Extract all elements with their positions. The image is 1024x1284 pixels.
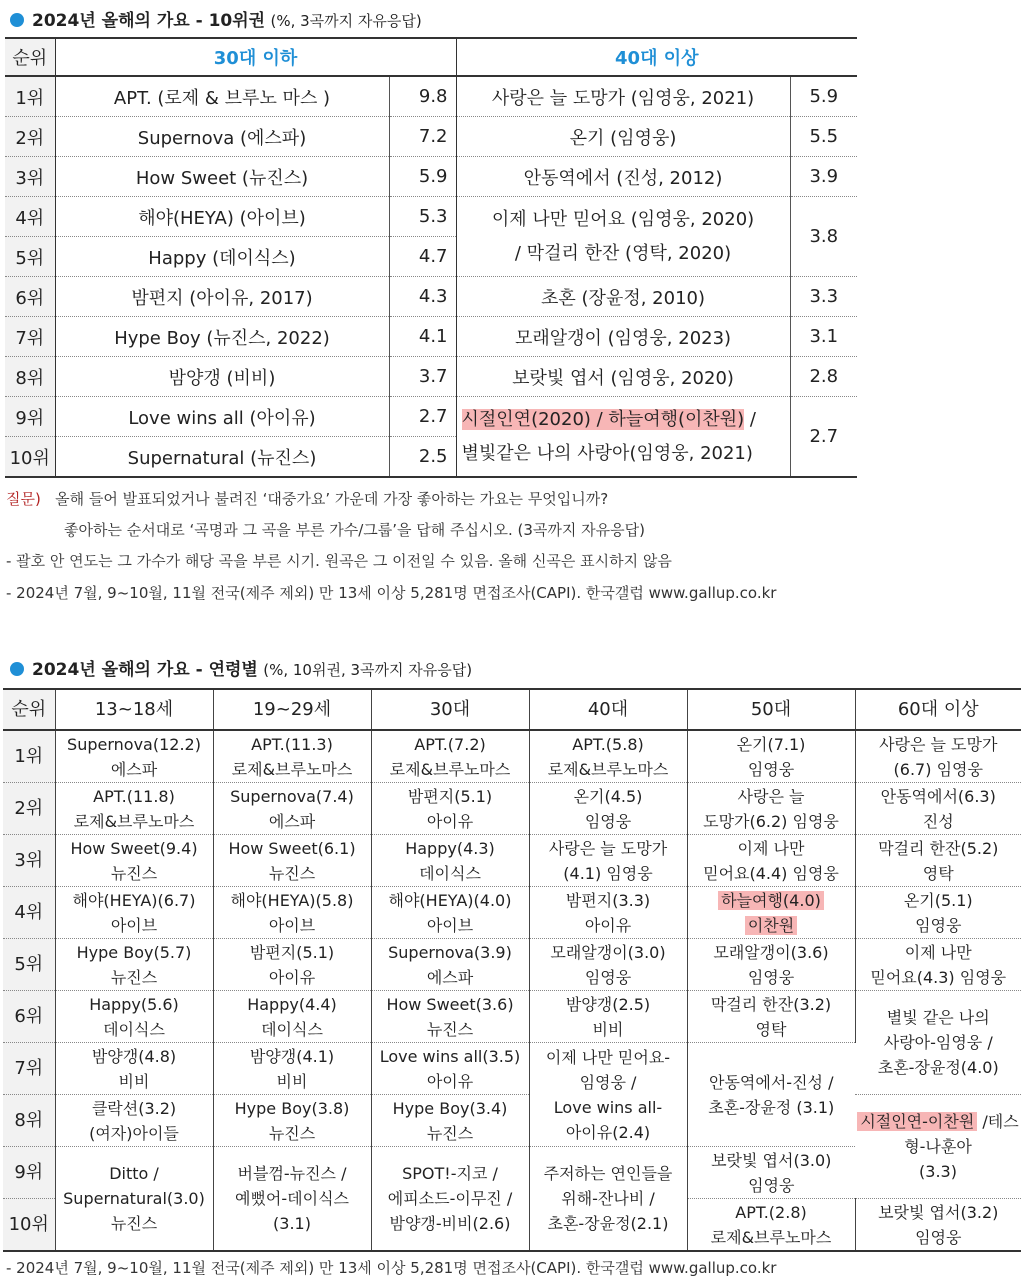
table-cell: [855, 835, 1021, 887]
cell-line: 임영웅: [915, 915, 962, 935]
question-line-1: 질문) 올해 들어 발표되었거나 불려진 ‘대중가요’ 가운데 가장 좋아하는 가요는 무엇입니까?: [6, 490, 609, 508]
value-cell: 2.7: [790, 397, 857, 478]
highlighted-song: 시절인연-이찬원: [857, 1112, 977, 1131]
merged-cell: [213, 1147, 371, 1252]
group-over40-header: 40대 이상: [456, 38, 857, 76]
cell-line: 사랑은 늘: [737, 786, 805, 806]
cell-line: 임영웅: [584, 967, 632, 987]
cell-line: 데이식스: [261, 1019, 323, 1039]
cell-line: 데이식스: [419, 863, 481, 883]
table-cell: [855, 730, 1021, 783]
song-cell: 밤편지 (아이유, 2017): [55, 277, 389, 317]
table-cell: [55, 887, 213, 939]
song-cell: Love wins all (아이유): [55, 397, 389, 437]
cell-line: 도망가(6.2) 임영웅: [703, 811, 839, 831]
bullet-dot-icon: [10, 13, 24, 27]
cell-line: 아이유: [426, 811, 474, 831]
cell-line: 이제 나만: [737, 838, 805, 858]
value-cell: 3.7: [389, 357, 456, 397]
table-cell: [213, 1043, 371, 1095]
cell-line: 안동역에서(6.3): [880, 786, 996, 806]
song-cell: Supernatural (뉴진스): [55, 437, 389, 478]
song-cell: [456, 197, 790, 277]
cell-line: Supernova(7.4): [230, 786, 354, 806]
cell-line: 뉴진스: [110, 1214, 158, 1233]
song-cell: [456, 317, 790, 357]
cell-line: Happy(4.4): [247, 994, 337, 1014]
song-cell: [456, 397, 790, 478]
age-header: 40대: [529, 689, 687, 730]
song-cell: 해야(HEYA) (아이브): [55, 197, 389, 237]
song-cell: Happy (데이식스): [55, 237, 389, 277]
cell-line: SPOT!-지코 /: [402, 1164, 498, 1183]
cell-line: How Sweet(9.4): [70, 838, 198, 858]
table-row: [3, 1095, 1021, 1147]
group-under30-header: 30대 이하: [55, 38, 456, 76]
table-row: [5, 317, 857, 357]
top10-table: [5, 37, 857, 478]
cell-line: 막걸리 한잔(5.2): [878, 838, 999, 858]
table-cell: [371, 783, 529, 835]
cell-line: 아이유: [426, 1071, 474, 1091]
table-cell: [855, 939, 1021, 991]
cell-line: 이찬원: [745, 916, 797, 935]
table-cell: [213, 1095, 371, 1147]
value-cell: 3.9: [790, 157, 857, 197]
cell-line: 사랑은 늘 도망가: [879, 734, 998, 754]
value-cell: 5.9: [389, 157, 456, 197]
song-line1: 모래알갱이 (임영웅, 2023): [514, 327, 732, 349]
table-cell: [687, 730, 855, 783]
cell-line: 아이유: [584, 915, 632, 935]
value-cell: 5.9: [790, 76, 857, 117]
cell-line: 밤양갱(4.8): [91, 1046, 177, 1066]
rank-cell: 9위: [5, 397, 55, 437]
value-cell: 5.5: [790, 117, 857, 157]
cell-line: 뉴진스: [110, 967, 158, 987]
table-row: [5, 197, 857, 237]
cell-line: 에피소드-이무진 /: [387, 1189, 513, 1208]
table-row: [3, 939, 1021, 991]
song-cell: [456, 117, 790, 157]
merged-cell: [529, 1043, 687, 1147]
song-cell: How Sweet (뉴진스): [55, 157, 389, 197]
cell-line: 비비: [118, 1071, 150, 1091]
table-cell: [371, 835, 529, 887]
song-cell: APT. (로제 & 브루노 마스 ): [55, 76, 389, 117]
cell-line: APT.(5.8): [572, 734, 644, 754]
cell-line: 뉴진스: [110, 863, 158, 883]
table-cell: [55, 730, 213, 783]
table-row: [5, 76, 857, 117]
value-cell: 5.3: [389, 197, 456, 237]
section1-title: 2024년 올해의 가요 - 10위권 (%, 3곡까지 자유응답): [10, 6, 422, 31]
cell-line: (6.7) 임영웅: [893, 759, 983, 779]
cell-line: 사랑은 늘 도망가: [548, 838, 668, 858]
cell-line: 에스파: [110, 759, 158, 779]
value-cell: 9.8: [389, 76, 456, 117]
table-row: [3, 991, 1021, 1043]
song-cell: [456, 357, 790, 397]
table-cell: [371, 1043, 529, 1095]
note-year: - 괄호 안 연도는 그 가수가 해당 곡을 부른 시기. 원곡은 그 이전일 수 있음. 올해 신곡은 표시하지 않음: [6, 552, 672, 570]
cell-line: 밤편지(5.1): [249, 942, 335, 962]
rank-cell: 8위: [3, 1095, 55, 1147]
table-cell: [55, 1095, 213, 1147]
table-cell: [213, 991, 371, 1043]
cell-line: 로제&브루노마스: [231, 759, 353, 779]
table-cell: [213, 939, 371, 991]
cell-line: Love wins all(3.5): [379, 1046, 521, 1066]
cell-line: 사랑아-임영웅 /: [883, 1033, 993, 1052]
cell-line: 밤양갱(4.1): [249, 1046, 335, 1066]
song-sep: /: [744, 408, 756, 430]
age-header: 19~29세: [213, 689, 371, 730]
rank-cell: 1위: [3, 730, 55, 783]
cell-line: 뉴진스: [268, 1123, 316, 1143]
merged-cell: [55, 1147, 213, 1252]
table-cell: [529, 939, 687, 991]
value-cell: 2.5: [389, 437, 456, 478]
song-line1: 안동역에서 (진성, 2012): [523, 167, 723, 189]
cell-line: 모래알갱이(3.0): [550, 942, 666, 962]
song-line1: 사랑은 늘 도망가 (임영웅, 2021): [491, 87, 755, 109]
cell-line: 임영웅: [584, 811, 632, 831]
rank-cell: 5위: [5, 237, 55, 277]
table-row: [5, 397, 857, 437]
cell-line: 예뻤어-데이식스: [235, 1189, 349, 1208]
song-line2: 별빛같은 나의 사랑아(임영웅, 2021): [461, 442, 753, 464]
cell-line: Hype Boy(3.8): [234, 1098, 350, 1118]
cell-line: How Sweet(3.6): [386, 994, 514, 1014]
cell-line: Happy(4.3): [405, 838, 495, 858]
age-table: [3, 688, 1021, 1252]
cell-line: Ditto /: [109, 1164, 159, 1183]
table-cell: [213, 887, 371, 939]
table-cell: [529, 835, 687, 887]
table-row: [3, 835, 1021, 887]
age-header: 50대: [687, 689, 855, 730]
cell-line: 이제 나만 믿어요-: [545, 1047, 671, 1067]
cell-line: 이제 나만: [904, 942, 972, 962]
cell-line: (4.1) 임영웅: [563, 863, 653, 883]
table-cell: [687, 939, 855, 991]
table-cell: [371, 1095, 529, 1147]
question-line-2: 좋아하는 순서대로 ‘곡명과 그 곡을 부른 가수/그룹’을 답해 주십시오. (3곡까지 자유응답): [64, 521, 645, 539]
table-row: [3, 783, 1021, 835]
cell-line: 로제&브루노마스: [73, 811, 195, 831]
bullet-dot-icon: [10, 662, 24, 676]
rank-cell: 6위: [5, 277, 55, 317]
cell-line: 밤양갱-비비(2.6): [389, 1214, 511, 1233]
value-cell: 7.2: [389, 117, 456, 157]
song-line1: 초혼 (장윤정, 2010): [541, 287, 705, 309]
cell-line: 로제&브루노마스: [710, 1227, 832, 1247]
cell-line: 임영웅 /: [579, 1072, 637, 1092]
table-cell: [213, 835, 371, 887]
rank-header: 순위: [3, 689, 55, 730]
table-cell: [55, 991, 213, 1043]
cell-line: How Sweet(6.1): [228, 838, 356, 858]
cell-line: 보랏빛 엽서(3.2): [878, 1202, 999, 1222]
cell-line: 아이유(2.4): [565, 1122, 651, 1142]
rank-cell: 3위: [5, 157, 55, 197]
cell-line: 영탁: [755, 1019, 787, 1039]
value-cell: 4.1: [389, 317, 456, 357]
table-cell: [529, 887, 687, 939]
cell-line: 주저하는 연인들을: [543, 1164, 673, 1183]
cell-line: 로제&브루노마스: [547, 759, 669, 779]
table-cell: [529, 730, 687, 783]
table-cell: [687, 783, 855, 835]
cell-line: APT.(11.3): [251, 734, 333, 754]
cell-line: 아이브: [426, 915, 474, 935]
cell-line: 막걸리 한잔(3.2): [710, 994, 832, 1014]
song-line1: 이제 나만 믿어요 (임영웅, 2020): [491, 208, 755, 230]
table-row: [3, 887, 1021, 939]
cell-line: 위해-잔나비 /: [561, 1189, 655, 1208]
cell-line: 에스파: [426, 967, 474, 987]
table-row: [5, 117, 857, 157]
note-survey-2: - 2024년 7월, 9~10월, 11월 전국(제주 제외) 만 13세 이상 5,281명 면접조사(CAPI). 한국갤럽 www.gallup.co.kr: [6, 1259, 777, 1277]
age-header: 60대 이상: [855, 689, 1021, 730]
rank-cell: 9위: [3, 1147, 55, 1199]
cell-line: 임영웅: [915, 1227, 962, 1247]
cell-line: 영탁: [922, 863, 954, 883]
cell-line: 해야(HEYA)(6.7): [72, 890, 196, 910]
rank-cell: 3위: [3, 835, 55, 887]
cell-line: Love wins all-: [553, 1097, 663, 1117]
age-header: 13~18세: [55, 689, 213, 730]
cell-line: 뉴진스: [426, 1019, 474, 1039]
table-cell: [371, 939, 529, 991]
table-cell: [213, 730, 371, 783]
table-cell: [371, 887, 529, 939]
cell-line: 믿어요(4.3) 임영웅: [870, 967, 1007, 987]
rank-cell: 10위: [3, 1199, 55, 1252]
cell-line: 보랏빛 엽서(3.0): [711, 1150, 832, 1170]
song-cell: Supernova (에스파): [55, 117, 389, 157]
table-cell: [687, 887, 855, 939]
cell-line: 믿어요(4.4) 임영웅: [703, 863, 839, 883]
cell-line: Supernova(3.9): [388, 942, 512, 962]
cell-line: 임영웅: [747, 759, 795, 779]
rank-cell: 7위: [3, 1043, 55, 1095]
cell-line: Happy(5.6): [89, 994, 179, 1014]
cell-line: 진성: [922, 811, 954, 831]
rank-cell: 4위: [5, 197, 55, 237]
cell-line: 아이브: [268, 915, 316, 935]
table-cell: [687, 835, 855, 887]
table-cell: [55, 1043, 213, 1095]
song-cell: [456, 277, 790, 317]
table-cell: [687, 991, 855, 1043]
cell-line: (여자)아이들: [89, 1123, 179, 1143]
rank-cell: 8위: [5, 357, 55, 397]
cell-line: 밤편지(5.1): [407, 786, 493, 806]
song-line1: 온기 (임영웅): [569, 127, 677, 149]
cell-line: 아이유: [268, 967, 316, 987]
rank-cell: 1위: [5, 76, 55, 117]
value-cell: 2.8: [790, 357, 857, 397]
rank-cell: 6위: [3, 991, 55, 1043]
rank-cell: 2위: [5, 117, 55, 157]
merged-cell: [371, 1147, 529, 1252]
cell-line: 뉴진스: [268, 863, 316, 883]
merged-cell: [855, 991, 1021, 1095]
merged-cell: [855, 1095, 1021, 1199]
song-cell: 밤양갱 (비비): [55, 357, 389, 397]
rank-cell: 5위: [3, 939, 55, 991]
cell-line: 임영웅: [748, 1175, 795, 1195]
cell-line: 임영웅: [747, 967, 795, 987]
cell-line: 밤양갱(2.5): [565, 994, 651, 1014]
value-cell: 3.1: [790, 317, 857, 357]
cell-line: 초혼-장윤정(2.1): [547, 1214, 669, 1233]
table-row: [5, 357, 857, 397]
cell-line: Hype Boy(5.7): [76, 942, 192, 962]
rank-cell: 7위: [5, 317, 55, 357]
table-cell: [855, 887, 1021, 939]
cell-line: APT.(7.2): [414, 734, 486, 754]
cell-line: 초혼-장윤정 (3.1): [708, 1097, 835, 1117]
cell-line: (3.1): [273, 1214, 311, 1233]
age-header: 30대: [371, 689, 529, 730]
cell-line: 하늘여행(4.0): [718, 891, 824, 910]
cell-line: 안동역에서-진성 /: [709, 1072, 834, 1092]
table-cell: [213, 783, 371, 835]
cell-line: 온기(7.1): [736, 734, 806, 754]
rank-cell: 10위: [5, 437, 55, 478]
table-cell: [371, 991, 529, 1043]
table-cell: [529, 783, 687, 835]
table-cell: [55, 835, 213, 887]
cell-line: APT.(2.8): [735, 1202, 807, 1222]
value-cell: 3.8: [790, 197, 857, 277]
cell-line: 해야(HEYA)(4.0): [388, 890, 512, 910]
cell-line: 별빛 같은 나의: [886, 1008, 990, 1027]
note-survey: - 2024년 7월, 9~10월, 11월 전국(제주 제외) 만 13세 이상 5,281명 면접조사(CAPI). 한국갤럽 www.gallup.co.kr: [6, 584, 777, 602]
merged-cell: [529, 1147, 687, 1252]
merged-cell: [687, 1043, 855, 1147]
song-cell: [456, 76, 790, 117]
cell-line: 클락션(3.2): [91, 1098, 177, 1118]
cell-line: 밤편지(3.3): [565, 890, 651, 910]
cell-line: Supernova(12.2): [67, 734, 201, 754]
cell-line: 온기(5.1): [903, 890, 973, 910]
cell-line: 비비: [276, 1071, 308, 1091]
rank-cell: 2위: [3, 783, 55, 835]
table-cell: [55, 783, 213, 835]
table-cell: [687, 1147, 855, 1199]
cell-line: 온기(4.5): [573, 786, 643, 806]
song-cell: [456, 157, 790, 197]
cell-line: APT.(11.8): [93, 786, 175, 806]
table-row: [5, 277, 857, 317]
cell-line: Supernatural(3.0): [63, 1189, 205, 1208]
cell-line: 테스형-나훈아: [904, 1112, 1019, 1156]
table-cell: [371, 730, 529, 783]
rank-cell: 4위: [3, 887, 55, 939]
cell-line: 모래알갱이(3.6): [713, 942, 829, 962]
cell-line: Hype Boy(3.4): [392, 1098, 508, 1118]
value-cell: 4.3: [389, 277, 456, 317]
highlighted-song: 시절인연(2020) / 하늘여행(이찬원): [461, 408, 745, 430]
cell-line: (3.3): [919, 1162, 957, 1181]
cell-line: 초혼-장윤정(4.0): [877, 1058, 999, 1077]
table-row: [3, 730, 1021, 783]
cell-line: 데이식스: [103, 1019, 165, 1039]
cell-line: 에스파: [268, 811, 316, 831]
table-row: [5, 157, 857, 197]
cell-line: 로제&브루노마스: [389, 759, 511, 779]
table-cell: [855, 783, 1021, 835]
song-line1: 보랏빛 엽서 (임영웅, 2020): [512, 367, 734, 389]
table-cell: [855, 1199, 1021, 1252]
cell-line: 비비: [592, 1019, 624, 1039]
table-cell: [55, 939, 213, 991]
cell-line: 아이브: [110, 915, 158, 935]
song-cell: Hype Boy (뉴진스, 2022): [55, 317, 389, 357]
cell-line: /: [977, 1112, 988, 1131]
table-cell: [687, 1199, 855, 1252]
section2-title: 2024년 올해의 가요 - 연령별 (%, 10위권, 3곡까지 자유응답): [10, 655, 472, 680]
value-cell: 2.7: [389, 397, 456, 437]
cell-line: 해야(HEYA)(5.8): [230, 890, 354, 910]
table-cell: [529, 991, 687, 1043]
cell-line: 버블껌-뉴진스 /: [237, 1164, 347, 1183]
cell-line: 뉴진스: [426, 1123, 474, 1143]
rank-header: 순위: [5, 38, 55, 76]
song-line2: / 막걸리 한잔 (영탁, 2020): [514, 242, 732, 264]
value-cell: 4.7: [389, 237, 456, 277]
value-cell: 3.3: [790, 277, 857, 317]
